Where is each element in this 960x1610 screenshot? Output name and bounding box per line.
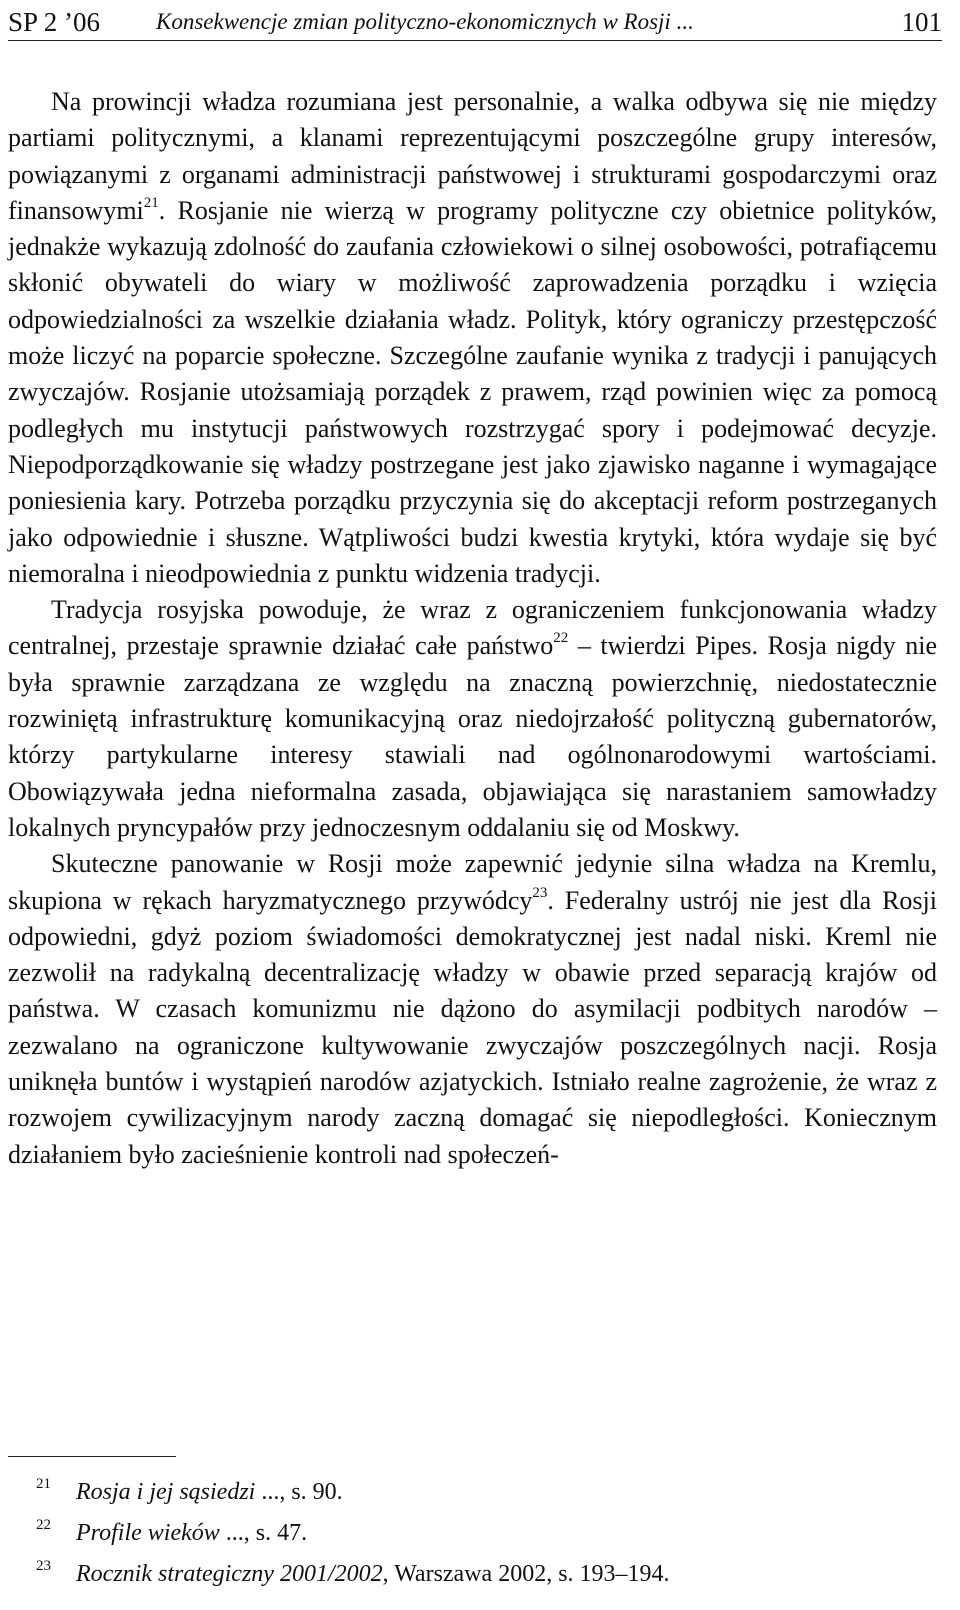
paragraph-2 bbox=[8, 592, 937, 846]
footnote-ref-21: 21 bbox=[143, 194, 159, 211]
footnote-number: 23 bbox=[36, 1558, 51, 1574]
paragraph-3-part-b: . Federalny ustrój nie jest dla Rosji odpowiedni, gdyż poziom świadomości demokratycznej jest nadal niski. Kreml nie zezwolił na radykalną decentralizację władzy w obawie przed separacją krajów od państwa. W czasach komunizmu nie dążono do asymilacji podbitych narodów – zezwalano na ograniczone kultywowanie zwyczajów poszczególnych nacji. Rosja uniknęła buntów i wystąpień narodów azjatyckich. Istniało realne zagrożenie, że wraz z rozwojem cywilizacyjnym narody zaczną domagać się niepodległości. Koniecznym działaniem było zacieśnienie kontroli nad społeczeń- bbox=[8, 885, 937, 1169]
footnote-rest: , Warszawa 2002, s. 193–194. bbox=[382, 1561, 670, 1587]
paragraph-3-part-a: Skuteczne panowanie w Rosji może zapewnić jedynie silna władza na Kremlu, skupiona w rękach haryzmatycznego przywódcy bbox=[8, 849, 937, 915]
footnotes bbox=[36, 1472, 936, 1595]
paragraph-1 bbox=[8, 84, 937, 592]
footnote-title: Rosja i jej sąsiedzi bbox=[76, 1479, 256, 1505]
paragraph-2-part-a: Tradycja rosyjska powoduje, że wraz z ograniczeniem funkcjonowania władzy centralnej, przestaje sprawnie działać całe państwo bbox=[8, 595, 937, 661]
footnote-22 bbox=[36, 1513, 936, 1554]
footnote-rest: ..., s. 90. bbox=[255, 1479, 343, 1505]
journal-label: SP 2 ’06 bbox=[8, 7, 101, 37]
footnote-ref-22: 22 bbox=[553, 630, 569, 647]
footnote-title: Profile wieków bbox=[76, 1520, 220, 1546]
footnote-ref-23: 23 bbox=[532, 884, 548, 901]
paragraph-2-part-b: – twierdzi Pipes. Rosja nigdy nie była sprawnie zarządzana ze względu na znaczną powierzchnię, niedostatecznie rozwiniętą infrastrukturę komunikacyjną oraz niedojrzałość polityczną gubernatorów, którzy partykularne interesy stawiali nad ogólnonarodowymi wartościami. Obowiązywała jedna nieformalna zasada, objawiająca się narastaniem samowładzy lokalnych pryncypałów przy jednoczesnym oddalaniu się od Moskwy. bbox=[8, 631, 937, 842]
footnote-23 bbox=[36, 1554, 936, 1595]
footnote-number: 21 bbox=[36, 1476, 51, 1492]
running-header bbox=[8, 4, 942, 41]
main-text bbox=[8, 84, 937, 1173]
footnote-title: Rocznik strategiczny 2001/2002 bbox=[76, 1561, 383, 1587]
footnote-rest: ..., s. 47. bbox=[219, 1520, 308, 1546]
running-title: Konsekwencje zmian polityczno-ekonomicznych w Rosji ... bbox=[156, 9, 694, 34]
paragraph-1-part-a: Na prowincji władza rozumiana jest personalnie, a walka odbywa się nie między partiami politycznymi, a klanami reprezentującymi poszczególne grupy interesów, powiązanymi z organami administracji państwowej i strukturami gospodarczymi oraz finansowymi bbox=[8, 87, 937, 225]
footnote-separator bbox=[8, 1456, 176, 1457]
paragraph-3 bbox=[8, 846, 937, 1173]
footnote-number: 22 bbox=[36, 1517, 51, 1533]
paragraph-1-part-b: . Rosjanie nie wierzą w programy polityczne czy obietnice polityków, jednakże wykazują zdolność do zaufania człowiekowi o silnej osobowości, potrafiącemu skłonić obywateli do wiary w możliwość zaprowadzenia porządku i wzięcia odpowiedzialności za wszelkie działania władz. Polityk, który ograniczy przestępczość może liczyć na poparcie społeczne. Szczególne zaufanie wynika z tradycji i panujących zwyczajów. Rosjanie utożsamiają porządek z prawem, rząd powinien więc za pomocą podległych mu instytucji państwowych rozstrzygać spory i podejmować decyzje. Niepodporządkowanie się władzy postrzegane jest jako zjawisko naganne i wymagające poniesienia kary. Potrzeba porządku przyczynia się do akceptacji reform postrzeganych jako odpowiednie i słuszne. Wątpliwości budzi kwestia krytyki, która wydaje się być niemoralna i nieodpowiednia z punktu widzenia tradycji. bbox=[8, 195, 937, 588]
page-number: 101 bbox=[901, 7, 942, 37]
footnote-21 bbox=[36, 1472, 936, 1513]
